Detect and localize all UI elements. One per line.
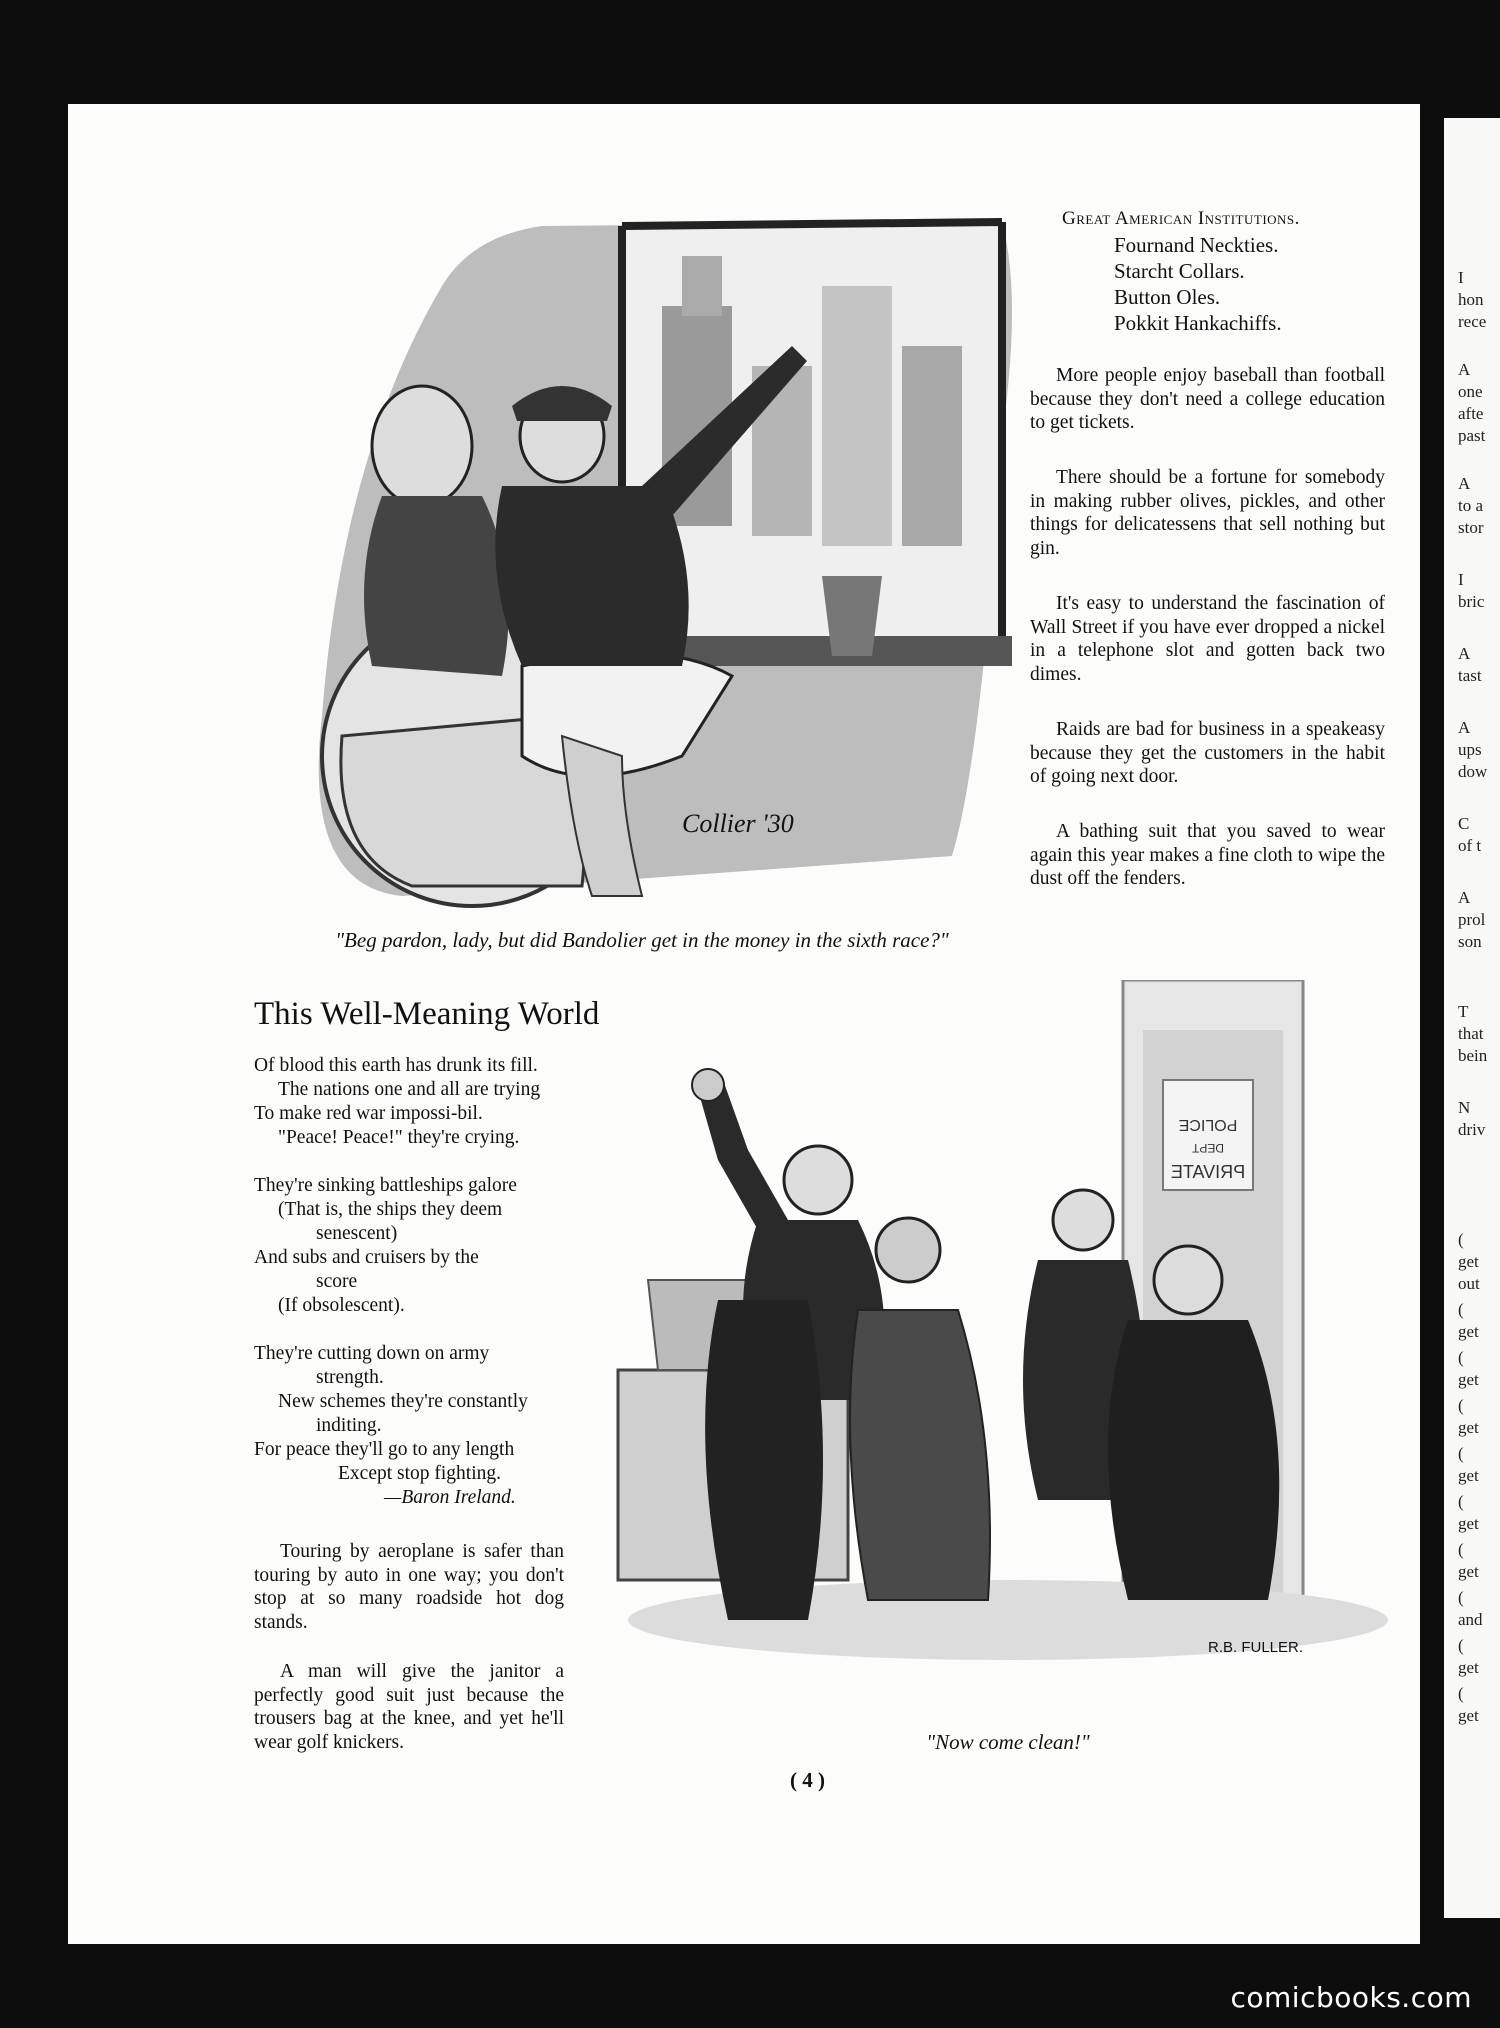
door-sign-private: PRIVATE <box>1170 1162 1246 1182</box>
poem-line: inditing. <box>316 1415 382 1436</box>
next-page-fragment: get <box>1458 1562 1479 1581</box>
next-page-fragment: driv <box>1458 1120 1486 1139</box>
right-column-paragraph: It's easy to understand the fascination of Wall Street if you have ever dropped a nickel in a telephone slot and gotten back two dimes. <box>1030 593 1385 685</box>
next-page-fragment: ( <box>1458 1636 1464 1655</box>
poem-line: (If obsolescent). <box>278 1295 405 1316</box>
bottom-cartoon-caption: "Now come clean!" <box>926 1730 1090 1754</box>
next-page-fragment: ( <box>1458 1396 1464 1415</box>
adjacent-page-edge <box>1444 118 1500 1918</box>
institutions-item: Starcht Collars. <box>1114 259 1245 283</box>
next-page-fragment: ( <box>1458 1300 1464 1319</box>
next-page-fragment: ( <box>1458 1230 1464 1249</box>
next-page-fragment: ( <box>1458 1492 1464 1511</box>
left-column-paragraph: Touring by aeroplane is safer than touring by auto in one way; you don't stop at so many roadside hot dog stands. <box>254 1541 564 1633</box>
page-number: ( 4 ) <box>790 1768 825 1792</box>
poem-line: New schemes they're constantly <box>278 1391 528 1412</box>
right-column-paragraph: There should be a fortune for somebody in making rubber olives, pickles, and other things for delicatessens that sell nothing but gin. <box>1030 467 1385 559</box>
next-page-fragment: to a <box>1458 496 1484 515</box>
next-page-fragment: A <box>1458 888 1471 907</box>
next-page-fragment: out <box>1458 1274 1480 1293</box>
poem-line: They're sinking battleships galore <box>254 1175 517 1196</box>
next-page-fragment: of t <box>1458 836 1482 855</box>
artist-signature-collier: Collier '30 <box>682 809 794 838</box>
bottom-cartoon <box>608 980 1408 1680</box>
next-page-fragment: ( <box>1458 1588 1464 1607</box>
next-page-fragment: ( <box>1458 1348 1464 1367</box>
next-page-fragment: get <box>1458 1658 1479 1677</box>
top-cartoon <box>262 196 1022 908</box>
next-page-fragment: I <box>1458 268 1464 287</box>
top-cartoon-caption: "Beg pardon, lady, but did Bandolier get in the money in the sixth race?" <box>335 928 949 952</box>
page-gutter <box>1420 104 1444 1944</box>
next-page-fragment: hon <box>1458 290 1484 309</box>
poem-line: For peace they'll go to any length <box>254 1439 515 1460</box>
next-page-fragment: A <box>1458 718 1471 737</box>
poem-line: score <box>316 1271 358 1292</box>
next-page-fragment: get <box>1458 1466 1479 1485</box>
next-page-fragment: A <box>1458 474 1471 493</box>
poem-line: To make red war impossi-bil. <box>254 1103 483 1124</box>
poem-line: They're cutting down on army <box>254 1343 490 1364</box>
next-page-fragment: get <box>1458 1252 1479 1271</box>
poem-signature: —Baron Ireland. <box>384 1487 516 1508</box>
next-page-fragment: get <box>1458 1418 1479 1437</box>
poem-line: (That is, the ships they deem <box>278 1199 503 1220</box>
institutions-item: Fournand Neckties. <box>1114 233 1279 257</box>
next-page-fragment: T <box>1458 1002 1469 1021</box>
next-page-fragment: tast <box>1458 666 1482 685</box>
institutions-item: Button Oles. <box>1114 285 1221 309</box>
poem-line: Of blood this earth has drunk its fill. <box>254 1055 538 1076</box>
next-page-fragment: ( <box>1458 1684 1464 1703</box>
next-page-fragment: I <box>1458 570 1464 589</box>
next-page-fragment: ( <box>1458 1444 1464 1463</box>
left-column-paragraph: A man will give the janitor a perfectly good suit just because the trousers bag at the knee, and yet he'll wear golf knickers. <box>254 1661 564 1753</box>
next-page-fragment: afte <box>1458 404 1484 423</box>
artist-signature-fuller: R.B. FULLER. <box>1208 1639 1304 1656</box>
next-page-fragment: C <box>1458 814 1470 833</box>
poem-line: The nations one and all are trying <box>278 1079 541 1100</box>
door-sign-police: POLICE <box>1178 1116 1238 1133</box>
next-page-fragment: one <box>1458 382 1483 401</box>
next-page-fragment: son <box>1458 932 1482 951</box>
next-page-fragment: N <box>1458 1098 1471 1117</box>
institutions-item: Pokkit Hankachiffs. <box>1114 311 1282 335</box>
poem-stanza <box>254 1054 614 1150</box>
next-page-fragment: that <box>1458 1024 1484 1043</box>
poem-line: strength. <box>316 1367 384 1388</box>
poem-line: Except stop fighting. <box>338 1463 502 1484</box>
institutions-heading: Great American Institutions. <box>1062 208 1300 229</box>
poem <box>254 1054 614 1510</box>
next-page-fragment: A <box>1458 360 1471 379</box>
door-sign-dept: DEPT <box>1191 1141 1225 1155</box>
poem-stanza <box>254 1174 614 1318</box>
next-page-fragment: ups <box>1458 740 1482 759</box>
next-page-fragment: stor <box>1458 518 1484 537</box>
right-column-paragraph: More people enjoy baseball than football because they don't need a college education to get tickets. <box>1030 365 1385 433</box>
next-page-fragment: bric <box>1458 592 1485 611</box>
site-watermark: comicbooks.com <box>1230 1981 1472 2014</box>
next-page-fragment: A <box>1458 644 1471 663</box>
poem-line: senescent) <box>316 1223 398 1244</box>
poem-line: "Peace! Peace!" they're crying. <box>278 1127 520 1148</box>
right-column-paragraph: Raids are bad for business in a speakeasy because they get the customers in the habit of going next door. <box>1030 719 1385 787</box>
poem-line: And subs and cruisers by the <box>254 1247 479 1268</box>
next-page-fragment: and <box>1458 1610 1483 1629</box>
next-page-fragment: past <box>1458 426 1486 445</box>
next-page-fragment: get <box>1458 1322 1479 1341</box>
next-page-fragment: prol <box>1458 910 1486 929</box>
poem-title: This Well-Meaning World <box>254 996 600 1032</box>
next-page-fragment: get <box>1458 1706 1479 1725</box>
poem-stanza <box>254 1342 614 1486</box>
next-page-fragment: get <box>1458 1514 1479 1533</box>
institutions-list <box>1062 206 1392 336</box>
next-page-fragment: get <box>1458 1370 1479 1389</box>
next-page-fragment: dow <box>1458 762 1488 781</box>
next-page-fragment: ( <box>1458 1540 1464 1559</box>
next-page-fragment: rece <box>1458 312 1487 331</box>
next-page-fragment: bein <box>1458 1046 1488 1065</box>
right-column-paragraph: A bathing suit that you saved to wear again this year makes a fine cloth to wipe the dust off the fenders. <box>1030 821 1385 889</box>
